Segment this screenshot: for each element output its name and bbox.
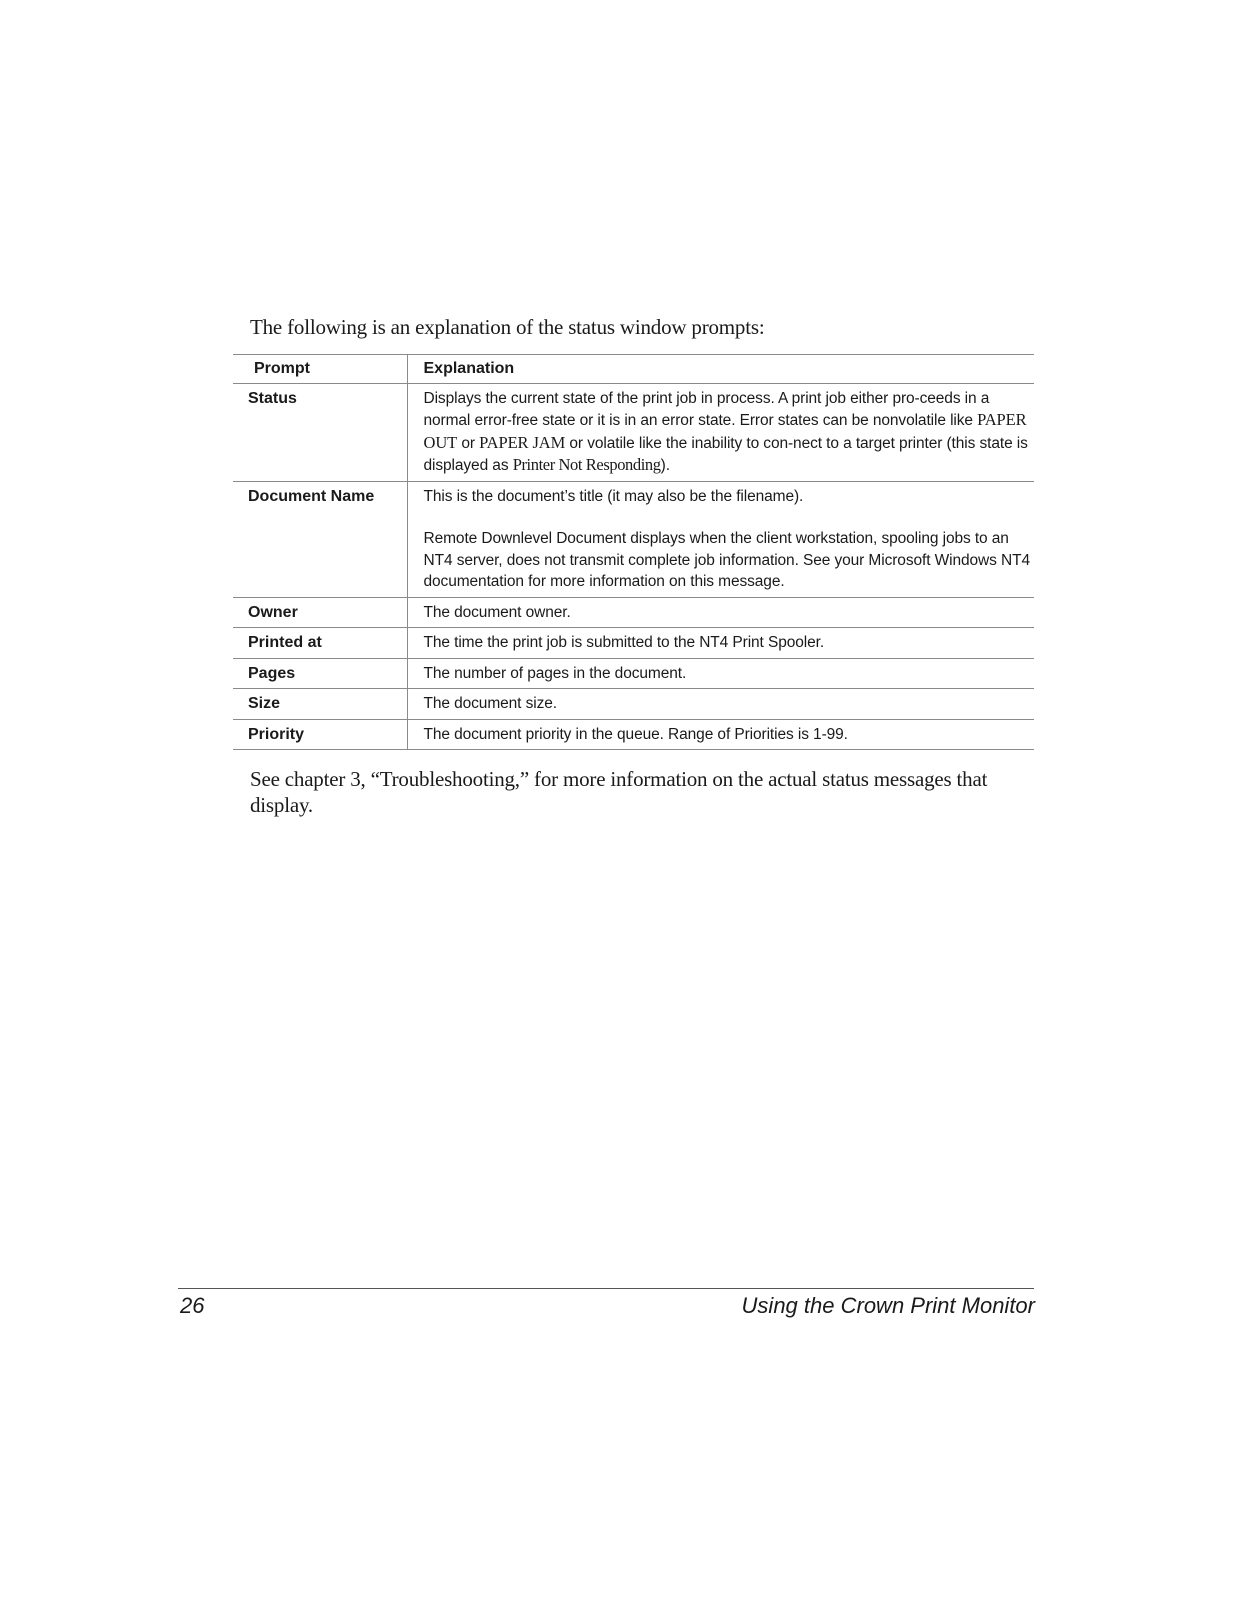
explanation-cell [407, 383, 1034, 481]
status-text-c: or volatile like the inability to con-nect to a target printer (this state is displayed as [423, 434, 1028, 474]
status-text-b: or [457, 434, 480, 452]
prompt-cell: Priority [233, 719, 407, 750]
prompt-cell: Size [233, 689, 407, 720]
table-row [233, 597, 1034, 628]
footer-divider [178, 1288, 1034, 1289]
prompt-cell: Status [233, 383, 407, 481]
document-name-para-2: Remote Downlevel Document displays when the client workstation, spooling jobs to an NT4 server, does not transmit complete job information. See your Microsoft Windows NT4 documentation for more information on this message. [423, 530, 1030, 590]
explanation-cell: The time the print job is submitted to the NT4 Print Spooler. [407, 628, 1034, 659]
status-text-a: Displays the current state of the print job in process. A print job either pro-ceeds in a normal error-free state or it is in an error state. Error states can be nonvolatile like [423, 389, 990, 429]
prompt-cell: Printed at [233, 628, 407, 659]
explanation-cell: The document owner. [407, 597, 1034, 628]
explanation-cell: The document size. [407, 689, 1034, 720]
page-number: 26 [180, 1293, 205, 1318]
explanation-cell [407, 481, 1034, 597]
paper-out-code: PAPER OUT [423, 410, 1027, 452]
prompt-cell: Document Name [233, 481, 407, 597]
table-row [233, 383, 1034, 481]
status-text-d: ). [660, 457, 670, 474]
prompt-column-header: Prompt [233, 355, 407, 384]
table-row [233, 628, 1034, 659]
prompt-cell: Owner [233, 597, 407, 628]
running-title: Using the Crown Print Monitor [741, 1293, 1035, 1318]
explanation-cell: The number of pages in the document. [407, 658, 1034, 689]
paper-jam-code: PAPER JAM [479, 432, 566, 452]
prompt-cell: Pages [233, 658, 407, 689]
table-row [233, 658, 1034, 689]
table-row [233, 689, 1034, 720]
intro-paragraph: The following is an explanation of the status window prompts: [250, 315, 765, 339]
outro-paragraph: See chapter 3, “Troubleshooting,” for more information on the actual status messages that display. [250, 767, 988, 817]
explanation-cell: The document priority in the queue. Range of Priorities is 1-99. [407, 719, 1034, 750]
table-row [233, 481, 1034, 597]
printer-not-responding-code: Printer Not Responding [512, 455, 661, 474]
table-header-row [233, 355, 1034, 384]
document-name-para-1: This is the document’s title (it may also be the filename). [423, 487, 804, 505]
status-prompts-table [233, 354, 1034, 750]
table-row [233, 719, 1034, 750]
explanation-column-header: Explanation [407, 355, 1034, 384]
